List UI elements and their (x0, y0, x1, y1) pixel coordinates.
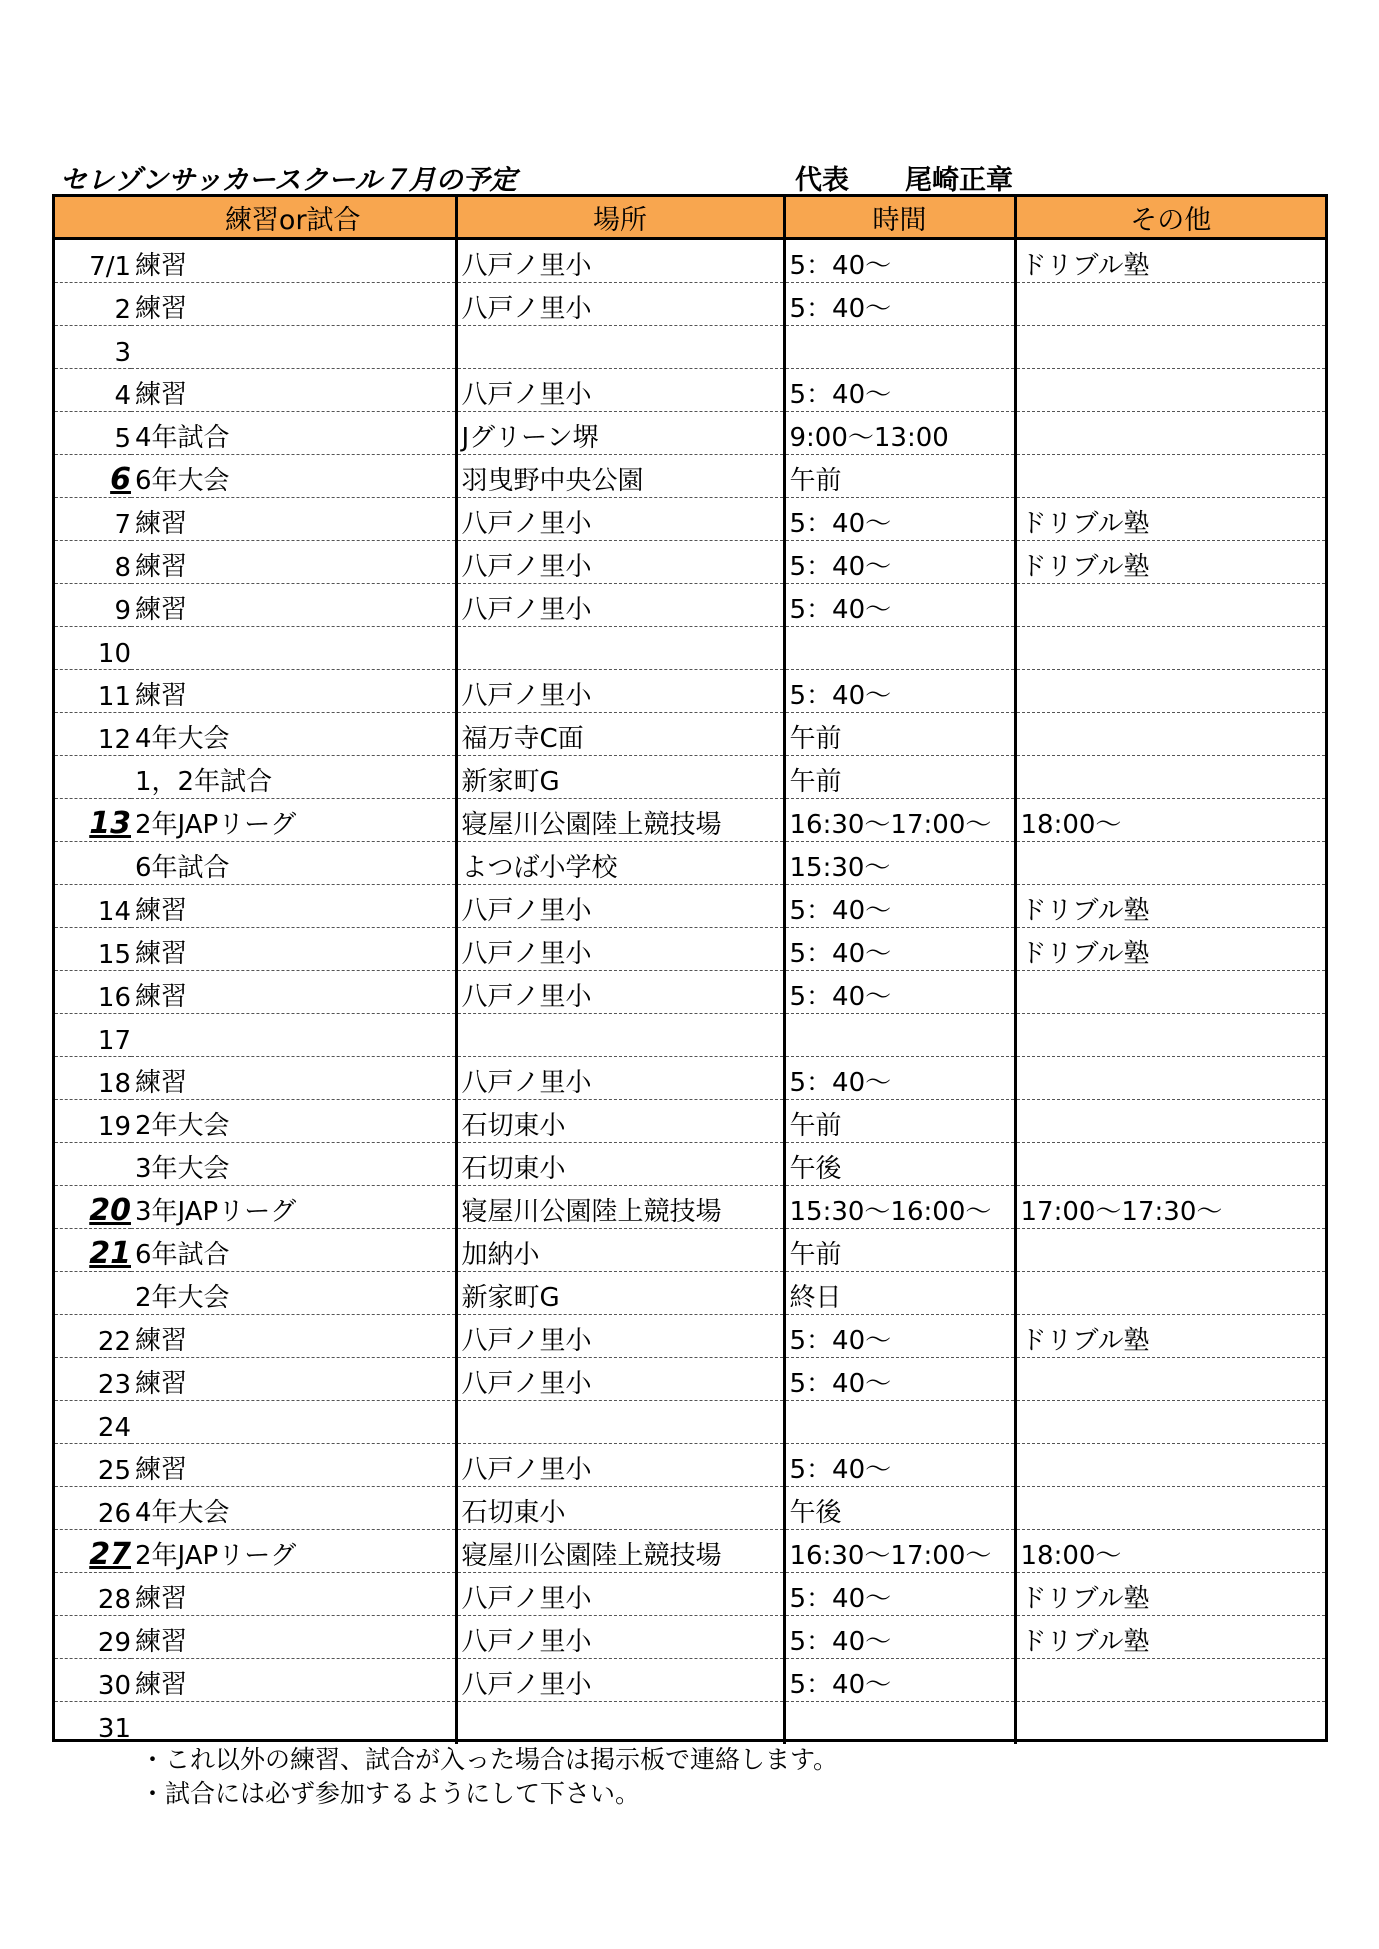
date-cell: 24 (55, 1401, 131, 1444)
time-cell (784, 1014, 1015, 1057)
notes (140, 1743, 838, 1811)
activity-cell: 6年試合 (131, 842, 456, 885)
place-cell: 八戸ノ里小 (456, 283, 784, 326)
note-line: ・これ以外の練習、試合が入った場合は掲示板で連絡します。 (140, 1745, 839, 1774)
time-cell: 午後 (784, 1487, 1015, 1530)
table-row (55, 1186, 1325, 1229)
place-cell: 新家町G (456, 756, 784, 799)
date-cell: 6 (55, 455, 131, 498)
other-cell (1015, 1272, 1325, 1315)
other-cell: 18:00～ (1015, 1530, 1325, 1573)
other-cell (1015, 369, 1325, 412)
date-cell: 15 (55, 928, 131, 971)
header-date (55, 197, 131, 239)
other-cell (1015, 713, 1325, 756)
time-cell: 5：40～ (784, 369, 1015, 412)
time-cell: 5：40～ (784, 584, 1015, 627)
other-cell: ドリブル塾 (1015, 1315, 1325, 1358)
place-cell (456, 1014, 784, 1057)
table-row (55, 756, 1325, 799)
place-cell: 羽曳野中央公園 (456, 455, 784, 498)
header-activity: 練習or試合 (131, 197, 456, 239)
activity-cell (131, 1702, 456, 1745)
time-cell: 5：40～ (784, 1315, 1015, 1358)
table-row (55, 1659, 1325, 1702)
table-row (55, 799, 1325, 842)
activity-cell: 4年大会 (131, 1487, 456, 1530)
activity-cell: 練習 (131, 1573, 456, 1616)
document-header (60, 158, 1020, 198)
table-row (55, 1014, 1325, 1057)
date-cell: 7 (55, 498, 131, 541)
schedule-table (55, 197, 1325, 1744)
time-cell: 5：40～ (784, 670, 1015, 713)
table-row (55, 670, 1325, 713)
activity-cell: 練習 (131, 1659, 456, 1702)
table-row (55, 1143, 1325, 1186)
time-cell (784, 1401, 1015, 1444)
place-cell: 八戸ノ里小 (456, 928, 784, 971)
activity-cell: 6年試合 (131, 1229, 456, 1272)
other-cell (1015, 1401, 1325, 1444)
activity-cell: 4年試合 (131, 412, 456, 455)
activity-cell: 練習 (131, 1057, 456, 1100)
date-cell (55, 1272, 131, 1315)
table-row (55, 326, 1325, 369)
table-row (55, 842, 1325, 885)
date-cell: 18 (55, 1057, 131, 1100)
other-cell (1015, 1100, 1325, 1143)
date-cell (55, 842, 131, 885)
table-row (55, 584, 1325, 627)
schedule-body (55, 239, 1325, 1745)
other-cell (1015, 1659, 1325, 1702)
activity-cell: 練習 (131, 498, 456, 541)
date-cell: 26 (55, 1487, 131, 1530)
activity-cell: 練習 (131, 369, 456, 412)
other-cell (1015, 1487, 1325, 1530)
other-cell (1015, 1358, 1325, 1401)
time-cell: 5：40～ (784, 885, 1015, 928)
date-cell: 17 (55, 1014, 131, 1057)
other-cell (1015, 455, 1325, 498)
place-cell: よつば小学校 (456, 842, 784, 885)
time-cell: 午前 (784, 1229, 1015, 1272)
representative-name: 尾崎正章 (905, 165, 1013, 196)
place-cell: 八戸ノ里小 (456, 1444, 784, 1487)
other-cell: ドリブル塾 (1015, 498, 1325, 541)
time-cell: 5：40～ (784, 1444, 1015, 1487)
time-cell: 午前 (784, 756, 1015, 799)
other-cell (1015, 412, 1325, 455)
activity-cell: 練習 (131, 1315, 456, 1358)
place-cell: 八戸ノ里小 (456, 971, 784, 1014)
place-cell: 八戸ノ里小 (456, 1315, 784, 1358)
time-cell: 5：40～ (784, 283, 1015, 326)
time-cell: 15:30～ (784, 842, 1015, 885)
place-cell: 寝屋川公園陸上競技場 (456, 799, 784, 842)
time-cell: 午後 (784, 1143, 1015, 1186)
place-cell: 八戸ノ里小 (456, 1057, 784, 1100)
activity-cell: 2年大会 (131, 1100, 456, 1143)
activity-cell: 練習 (131, 1616, 456, 1659)
date-cell: 23 (55, 1358, 131, 1401)
time-cell: 5：40～ (784, 239, 1015, 283)
place-cell: 新家町G (456, 1272, 784, 1315)
place-cell: Jグリーン堺 (456, 412, 784, 455)
table-row (55, 1444, 1325, 1487)
date-cell: 22 (55, 1315, 131, 1358)
place-cell: 福万寺C面 (456, 713, 784, 756)
other-cell (1015, 326, 1325, 369)
table-row (55, 1401, 1325, 1444)
other-cell (1015, 756, 1325, 799)
activity-cell (131, 1014, 456, 1057)
place-cell (456, 326, 784, 369)
other-cell (1015, 971, 1325, 1014)
activity-cell: 練習 (131, 1358, 456, 1401)
table-row (55, 1573, 1325, 1616)
note-line: ・試合には必ず参加するようにして下さい。 (140, 1779, 641, 1808)
table-row (55, 369, 1325, 412)
date-cell: 7/1 (55, 239, 131, 283)
activity-cell: 練習 (131, 670, 456, 713)
place-cell: 加納小 (456, 1229, 784, 1272)
header-other: その他 (1015, 197, 1325, 239)
table-row (55, 1272, 1325, 1315)
place-cell: 八戸ノ里小 (456, 1659, 784, 1702)
place-cell: 石切東小 (456, 1100, 784, 1143)
table-row (55, 1100, 1325, 1143)
place-cell: 石切東小 (456, 1143, 784, 1186)
place-cell: 八戸ノ里小 (456, 239, 784, 283)
table-row (55, 627, 1325, 670)
activity-cell: 練習 (131, 928, 456, 971)
time-cell (784, 326, 1015, 369)
date-cell: 29 (55, 1616, 131, 1659)
activity-cell: 練習 (131, 584, 456, 627)
time-cell: 9:00～13:00 (784, 412, 1015, 455)
date-cell: 4 (55, 369, 131, 412)
table-row (55, 498, 1325, 541)
table-row (55, 1315, 1325, 1358)
date-cell: 5 (55, 412, 131, 455)
place-cell (456, 1401, 784, 1444)
representative-label: 代表 (795, 165, 849, 196)
date-cell: 31 (97, 1714, 131, 1744)
activity-cell: 練習 (131, 885, 456, 928)
other-cell (1015, 1014, 1325, 1057)
place-cell: 八戸ノ里小 (456, 541, 784, 584)
time-cell: 5：40～ (784, 541, 1015, 584)
date-cell: 12 (55, 713, 131, 756)
table-row (55, 1702, 1325, 1745)
place-cell (456, 1702, 784, 1745)
activity-cell: 練習 (131, 283, 456, 326)
other-cell (1015, 1143, 1325, 1186)
date-cell: 21 (55, 1229, 131, 1272)
table-row (55, 541, 1325, 584)
schedule-sheet (52, 194, 1328, 1742)
time-cell: 16:30～17:00～ (784, 1530, 1015, 1573)
table-row (55, 455, 1325, 498)
other-cell (1015, 1057, 1325, 1100)
activity-cell: 2年大会 (131, 1272, 456, 1315)
date-cell: 19 (55, 1100, 131, 1143)
place-cell: 八戸ノ里小 (456, 584, 784, 627)
time-cell: 5：40～ (784, 1057, 1015, 1100)
activity-cell: 2年JAPリーグ (131, 1530, 456, 1573)
header-time: 時間 (784, 197, 1015, 239)
time-cell: 5：40～ (784, 971, 1015, 1014)
header-row (55, 197, 1325, 239)
activity-cell (131, 326, 456, 369)
date-cell: 30 (55, 1659, 131, 1702)
table-row (55, 1358, 1325, 1401)
table-row (55, 1229, 1325, 1272)
date-cell: 14 (55, 885, 131, 928)
other-cell (1015, 842, 1325, 885)
time-cell: 午前 (784, 713, 1015, 756)
other-cell: ドリブル塾 (1015, 928, 1325, 971)
time-cell: 15:30～16:00～ (784, 1186, 1015, 1229)
place-cell: 八戸ノ里小 (456, 1358, 784, 1401)
activity-cell: 練習 (131, 971, 456, 1014)
time-cell: 午前 (784, 1100, 1015, 1143)
table-row (55, 885, 1325, 928)
date-cell: 2 (55, 283, 131, 326)
time-cell: 午前 (784, 455, 1015, 498)
date-cell: 8 (55, 541, 131, 584)
time-cell: 5：40～ (784, 498, 1015, 541)
activity-cell: 練習 (131, 1444, 456, 1487)
date-cell: 3 (55, 326, 131, 369)
other-cell: ドリブル塾 (1015, 541, 1325, 584)
other-cell: ドリブル塾 (1015, 239, 1325, 283)
other-cell: ドリブル塾 (1015, 1573, 1325, 1616)
activity-cell: 3年JAPリーグ (131, 1186, 456, 1229)
header-place: 場所 (456, 197, 784, 239)
place-cell: 寝屋川公園陸上競技場 (456, 1186, 784, 1229)
table-row (55, 239, 1325, 283)
other-cell (1015, 627, 1325, 670)
activity-cell: 3年大会 (131, 1143, 456, 1186)
time-cell: 5：40～ (784, 928, 1015, 971)
date-cell: 9 (55, 584, 131, 627)
date-cell (55, 1143, 131, 1186)
place-cell: 八戸ノ里小 (456, 1616, 784, 1659)
time-cell (784, 1702, 1015, 1745)
place-cell: 八戸ノ里小 (456, 885, 784, 928)
activity-cell: 1，2年試合 (131, 756, 456, 799)
activity-cell: 4年大会 (131, 713, 456, 756)
activity-cell: 練習 (131, 239, 456, 283)
other-cell (1015, 283, 1325, 326)
other-cell: 17:00～17:30～ (1015, 1186, 1325, 1229)
other-cell (1015, 584, 1325, 627)
time-cell: 終日 (784, 1272, 1015, 1315)
table-row (55, 412, 1325, 455)
activity-cell: 2年JAPリーグ (131, 799, 456, 842)
date-cell: 13 (55, 799, 131, 842)
other-cell (1015, 1702, 1325, 1745)
time-cell: 5：40～ (784, 1659, 1015, 1702)
time-cell: 5：40～ (784, 1573, 1015, 1616)
other-cell: ドリブル塾 (1015, 885, 1325, 928)
other-cell: 18:00～ (1015, 799, 1325, 842)
date-cell: 27 (55, 1530, 131, 1573)
time-cell: 16:30～17:00～ (784, 799, 1015, 842)
other-cell (1015, 670, 1325, 713)
place-cell: 八戸ノ里小 (456, 369, 784, 412)
date-cell: 11 (55, 670, 131, 713)
date-cell: 28 (55, 1573, 131, 1616)
table-row (55, 1616, 1325, 1659)
table-row (55, 1530, 1325, 1573)
date-cell: 20 (55, 1186, 131, 1229)
activity-cell (131, 1401, 456, 1444)
other-cell (1015, 1444, 1325, 1487)
place-cell (456, 627, 784, 670)
time-cell: 5：40～ (784, 1616, 1015, 1659)
table-row (55, 1487, 1325, 1530)
table-row (55, 928, 1325, 971)
time-cell: 5：40～ (784, 1358, 1015, 1401)
other-cell (1015, 1229, 1325, 1272)
place-cell: 八戸ノ里小 (456, 670, 784, 713)
activity-cell (131, 627, 456, 670)
place-cell: 石切東小 (456, 1487, 784, 1530)
table-row (55, 713, 1325, 756)
place-cell: 寝屋川公園陸上競技場 (456, 1530, 784, 1573)
date-cell: 10 (55, 627, 131, 670)
table-row (55, 971, 1325, 1014)
place-cell: 八戸ノ里小 (456, 1573, 784, 1616)
time-cell (784, 627, 1015, 670)
activity-cell: 6年大会 (131, 455, 456, 498)
activity-cell: 練習 (131, 541, 456, 584)
other-cell: ドリブル塾 (1015, 1616, 1325, 1659)
place-cell: 八戸ノ里小 (456, 498, 784, 541)
table-row (55, 283, 1325, 326)
date-cell: 25 (55, 1444, 131, 1487)
table-row (55, 1057, 1325, 1100)
document-title: セレゾンサッカースクール７月の予定 (60, 165, 517, 196)
date-cell (55, 756, 131, 799)
date-cell: 16 (55, 971, 131, 1014)
